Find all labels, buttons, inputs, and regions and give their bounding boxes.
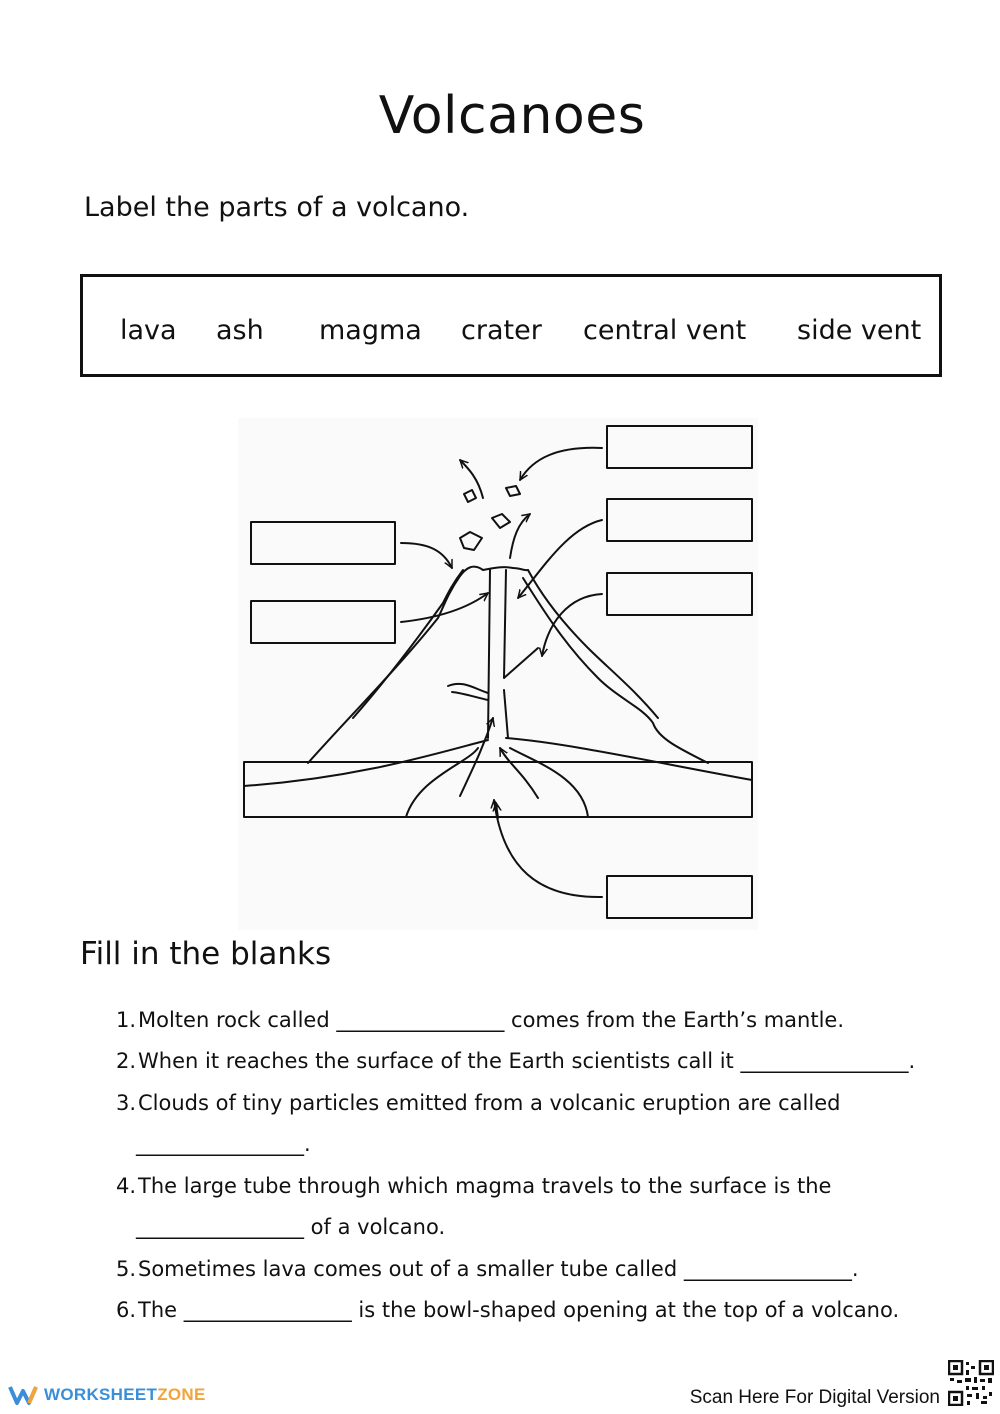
- page-title: Volcanoes: [378, 86, 646, 146]
- pointer-arrow: [494, 800, 602, 897]
- instruction-text: Label the parts of a volcano.: [84, 192, 470, 223]
- side-vent: [452, 692, 488, 700]
- pointer-arrow: [401, 593, 488, 622]
- volcano-layer-right: [528, 570, 658, 718]
- pointer-arrow: [542, 594, 602, 656]
- scan-text: Scan Here For Digital Version: [689, 1387, 940, 1408]
- question-5: [116, 1257, 859, 1281]
- question-4: [116, 1174, 831, 1198]
- word-bank: [80, 274, 942, 377]
- question-number: 3.: [116, 1091, 137, 1115]
- brand-logo[interactable]: [8, 1384, 206, 1406]
- qr-code-icon[interactable]: [948, 1360, 994, 1406]
- question-1: [116, 1008, 844, 1032]
- word-bank-item: crater: [461, 315, 542, 346]
- question-3-continued: ________________.: [136, 1132, 311, 1156]
- word-bank-item: lava: [120, 315, 177, 346]
- label-box: [607, 499, 752, 541]
- section-title: Fill in the blanks: [80, 936, 332, 972]
- label-box: [607, 573, 752, 615]
- question-4-continued: ________________ of a volcano.: [136, 1215, 446, 1239]
- ash-particle: [460, 532, 482, 550]
- label-box: [607, 426, 752, 468]
- ash-particle: [464, 490, 476, 502]
- question-number: 5.: [116, 1257, 137, 1281]
- central-vent-wall: [504, 690, 508, 738]
- label-box: [607, 876, 752, 918]
- pointer-arrow: [401, 543, 452, 568]
- question-text: The ________________ is the bowl-shaped opening at the top of a volcano.: [138, 1298, 900, 1322]
- ash-particle: [506, 486, 520, 496]
- crust-line: [506, 738, 752, 780]
- word-bank-item: ash: [216, 315, 264, 346]
- brand-name-part2: ZONE: [157, 1385, 206, 1404]
- question-text: When it reaches the surface of the Earth scientists call it ________________.: [138, 1049, 916, 1073]
- question-6: [116, 1298, 899, 1322]
- label-box: [251, 601, 395, 643]
- word-bank-item: central vent: [583, 315, 747, 346]
- central-vent-wall: [504, 570, 538, 678]
- question-text: The large tube through which magma travels to the surface is the: [138, 1174, 832, 1198]
- question-number: 6.: [116, 1298, 137, 1322]
- word-bank-item: side vent: [797, 315, 922, 346]
- magma-chamber-outline: [510, 748, 588, 817]
- worksheetzone-logo-icon: [8, 1384, 38, 1406]
- brand-name-part1: WORKSHEET: [44, 1385, 158, 1404]
- pointer-arrow: [518, 520, 602, 598]
- crater-rim: [460, 567, 528, 576]
- ash-particle: [492, 514, 510, 528]
- question-3: [116, 1091, 840, 1115]
- volcano-diagram: [238, 418, 758, 930]
- question-number: 4.: [116, 1174, 137, 1198]
- central-vent-wall: [488, 570, 490, 738]
- ground-layer: [244, 762, 752, 817]
- question-2: [116, 1049, 915, 1073]
- question-text: Sometimes lava comes out of a smaller tube called ________________.: [138, 1257, 859, 1281]
- word-bank-item: magma: [319, 315, 422, 346]
- question-number: 1.: [116, 1008, 137, 1032]
- question-text: Molten rock called ________________ comes from the Earth’s mantle.: [138, 1008, 845, 1032]
- question-number: 2.: [116, 1049, 137, 1073]
- volcano-slope-left: [308, 576, 460, 763]
- label-box: [251, 522, 395, 564]
- pointer-arrow: [520, 448, 602, 480]
- question-text: Clouds of tiny particles emitted from a volcanic eruption are called: [138, 1091, 841, 1115]
